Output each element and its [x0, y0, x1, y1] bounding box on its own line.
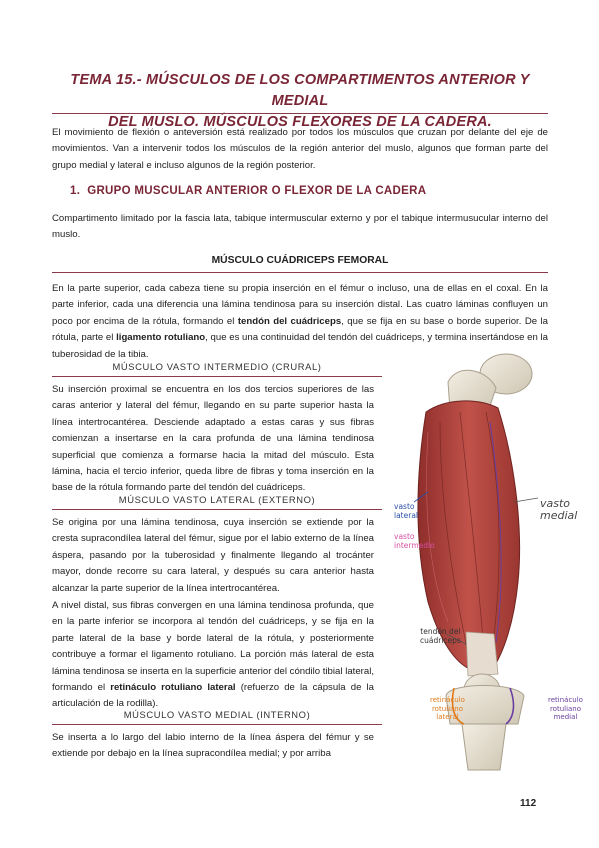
term-retinaculo-lateral: retináculo rotuliano lateral	[110, 682, 236, 694]
pointer-line	[514, 498, 538, 502]
label-line: vasto	[394, 502, 415, 511]
label-line: retináculo	[430, 696, 465, 704]
medial-heading: MÚSCULO VASTO MEDIAL (INTERNO)	[123, 709, 311, 720]
page-title-line-1: TEMA 15.- MÚSCULOS DE LOS COMPARTIMENTOS ANTERIOR Y MEDIAL	[70, 72, 530, 109]
section-title: GRUPO MUSCULAR ANTERIOR O FLEXOR DE LA CADERA	[87, 185, 427, 197]
cuadriceps-divider	[52, 272, 548, 273]
label-vasto-intermedio	[394, 532, 435, 550]
intermedio-paragraph: Su inserción proximal se encuentra en los dos tercios superiores de las caras anterior y lateral del fémur, llegando en su parte superior hasta la línea intertrocantérea. Desciende adaptado a estas caras y sus fibras comienzan a insertarse en la cara profunda de una lámina tendinosa superficial que comienza a formarse hacia la mitad del músculo. Esta lámina, hacia el tercio inferior, queda libre de fibras y toma inserción en la base de la rótula formando parte del tendón del cuádriceps.	[52, 384, 374, 494]
page-number: 112	[520, 798, 537, 809]
lateral-heading: MÚSCULO VASTO LATERAL (EXTERNO)	[118, 494, 316, 505]
label-line: rotuliano	[549, 704, 582, 713]
label-line: tendón del	[420, 627, 461, 636]
intermedio-heading: MÚSCULO VASTO INTERMEDIO (CRURAL)	[112, 361, 322, 372]
lateral-paragraph-1: Se origina por una lámina tendinosa, cuya inserción se extiende por la cresta supracondílea lateral del fémur, sigue por el labio externo de la línea áspera, pasando por la tuberosidad y finalmente llegando al trocánter mayor, donde recorre su cara lateral, y después su cara anterior hasta alcanzar la parte superior de la línea intertrocantérea.	[52, 517, 374, 594]
lateral-paragraph-2	[52, 598, 374, 713]
label-vasto-medial	[540, 498, 577, 522]
section-number: 1.	[70, 185, 81, 197]
label-tendon-cuadriceps	[420, 627, 461, 645]
page-title	[50, 70, 550, 133]
term-tendon-cuadriceps: tendón del cuádriceps	[237, 315, 342, 327]
label-line: lateral	[436, 713, 459, 721]
label-line: vasto	[540, 497, 571, 510]
medial-paragraph: Se inserta a lo largo del labio interno de la línea áspera del fémur y se extiende por debajo en la línea supracondílea medial; y por arriba	[52, 732, 374, 760]
label-line: intermedio	[394, 541, 435, 550]
term-ligamento-rotuliano: ligamento rotuliano	[116, 332, 206, 344]
label-line: medial	[540, 509, 578, 522]
medial-divider	[52, 724, 382, 725]
label-line: rotuliano	[431, 704, 464, 713]
section-heading-1	[70, 185, 426, 197]
knee-joint	[446, 674, 524, 770]
intermedio-divider	[52, 376, 382, 377]
text-run: A nivel distal, sus fibras convergen en una lámina tendinosa profunda, que en la parte inferior se incorpora al tendón del cuádriceps, y se fija en la parte lateral de la base y borde lateral de la rótula, y posteriormente contribuye a formar el ligamento rotuliano. La porción más lateral de esta lámina tendinosa se inserta en la superficie anterior del cóndilo tibial lateral, formando el	[52, 600, 374, 694]
label-retinaculo-lateral	[430, 696, 465, 722]
text-run: (refuerzo de la cápsula de la articulación de la rodilla).	[52, 682, 374, 710]
label-line: medial	[553, 713, 578, 721]
title-divider	[52, 113, 548, 114]
page-title-line-2: DEL MUSLO. MÚSCULOS FLEXORES DE LA CADERA.	[108, 114, 492, 130]
text-run: En la parte superior, cada cabeza tiene su propia inserción en el fémur o incluso, una de ellas en el coxal. En la parte inferior, cada una diferencia una lámina tendinosa para su inserción distal. Las cuatro láminas confluyen un poco por encima de la rótula, formando el	[52, 283, 548, 327]
text-run: , que es una continuidad del tendón del cuádriceps, y termina insertándose en la tuberosidad de la tibia.	[52, 332, 549, 360]
quadriceps-tendon	[466, 632, 498, 676]
cuadriceps-heading: MÚSCULO CUÁDRICEPS FEMORAL	[211, 255, 389, 266]
label-vasto-lateral	[394, 502, 418, 520]
intro-paragraph: El movimiento de flexión o anteversión está realizado por todos los músculos que cruzan por delante del eje de movimientos. Van a intervenir todos los músculos de la región anterior del muslo, algunos que forman parte del grupo medial y lateral e incluso algunos de la región posterior.	[52, 127, 548, 171]
cuadriceps-paragraph	[52, 281, 548, 363]
label-line: vasto	[394, 532, 415, 541]
label-retinaculo-medial	[548, 696, 583, 722]
label-line: lateral	[394, 511, 418, 520]
section-1-paragraph: Compartimento limitado por la fascia lata, tabique intermuscular externo y por el tabique intermusucular interno del muslo.	[52, 213, 548, 241]
lateral-divider	[52, 509, 382, 510]
text-run: , que se fija en su base o borde superior. De la rótula, parte el	[52, 315, 548, 344]
label-line: retináculo	[548, 696, 583, 704]
label-line: cuádriceps	[420, 636, 461, 645]
